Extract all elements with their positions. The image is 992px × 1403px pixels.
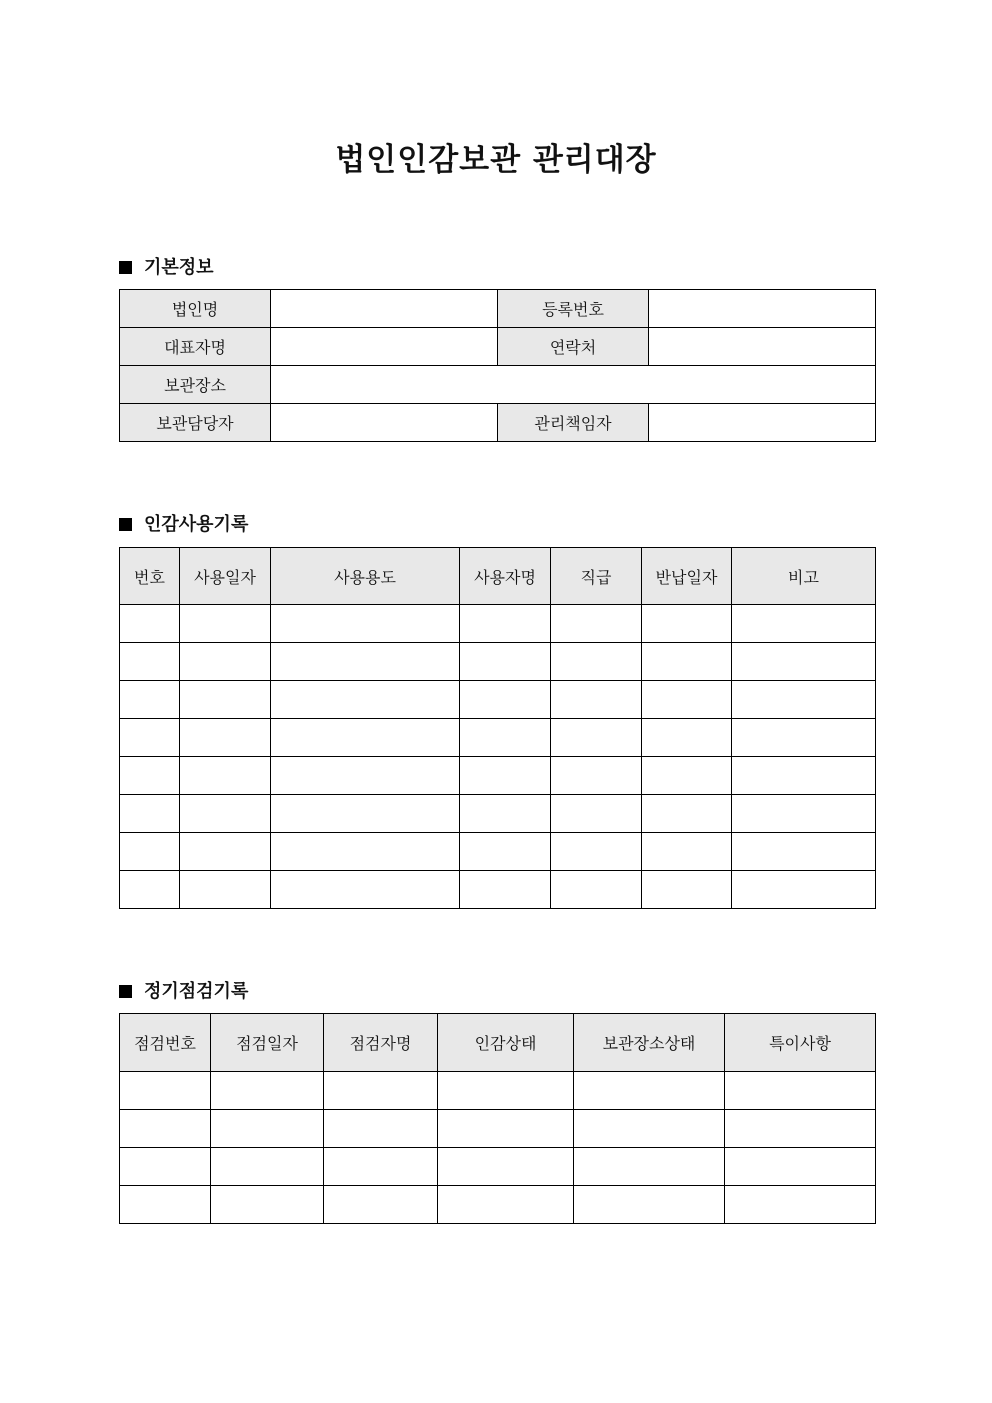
usage-cell[interactable]: [642, 643, 732, 681]
check-col-seal-status: 인감상태: [438, 1014, 574, 1072]
usage-table-row: [120, 833, 876, 871]
label-contact: 연락처: [498, 328, 649, 366]
section-heading-basic-text: 기본정보: [144, 257, 214, 278]
usage-cell[interactable]: [271, 605, 460, 643]
basic-info-table: [119, 289, 876, 442]
check-cell[interactable]: [211, 1148, 324, 1186]
section-heading-usage-text: 인감사용기록: [144, 514, 249, 535]
usage-col-position: 직급: [551, 548, 642, 605]
usage-cell[interactable]: [271, 757, 460, 795]
field-keeper[interactable]: [271, 404, 498, 442]
label-manager: 관리책임자: [498, 404, 649, 442]
check-table-row: [120, 1072, 876, 1110]
label-ceo-name: 대표자명: [120, 328, 271, 366]
usage-table-row: [120, 871, 876, 909]
usage-cell[interactable]: [551, 643, 642, 681]
basic-info-row: [120, 366, 876, 404]
usage-cell[interactable]: [271, 795, 460, 833]
check-table-body: [120, 1072, 876, 1224]
usage-table-row: [120, 605, 876, 643]
square-bullet-icon: [119, 261, 132, 274]
usage-cell[interactable]: [460, 719, 551, 757]
usage-cell[interactable]: [180, 871, 271, 909]
check-cell[interactable]: [438, 1186, 574, 1224]
check-cell[interactable]: [120, 1186, 211, 1224]
check-col-no: 점검번호: [120, 1014, 211, 1072]
usage-cell[interactable]: [732, 681, 876, 719]
usage-cell[interactable]: [642, 605, 732, 643]
usage-cell[interactable]: [642, 757, 732, 795]
usage-header-row: [120, 548, 876, 605]
check-cell[interactable]: [211, 1072, 324, 1110]
check-cell[interactable]: [438, 1110, 574, 1148]
check-cell[interactable]: [211, 1186, 324, 1224]
check-col-date: 점검일자: [211, 1014, 324, 1072]
page-title: 법인인감보관 관리대장: [335, 142, 657, 178]
usage-cell[interactable]: [642, 833, 732, 871]
square-bullet-icon: [119, 518, 132, 531]
usage-cell[interactable]: [732, 833, 876, 871]
check-cell[interactable]: [324, 1186, 438, 1224]
usage-cell[interactable]: [732, 643, 876, 681]
check-cell[interactable]: [725, 1072, 876, 1110]
usage-cell[interactable]: [551, 757, 642, 795]
check-col-inspector: 점검자명: [324, 1014, 438, 1072]
check-cell[interactable]: [120, 1072, 211, 1110]
check-cell[interactable]: [725, 1148, 876, 1186]
usage-cell[interactable]: [732, 795, 876, 833]
usage-cell[interactable]: [732, 719, 876, 757]
usage-cell[interactable]: [180, 833, 271, 871]
usage-cell[interactable]: [120, 757, 180, 795]
field-ceo-name[interactable]: [271, 328, 498, 366]
check-cell[interactable]: [324, 1148, 438, 1186]
usage-cell[interactable]: [732, 871, 876, 909]
usage-cell[interactable]: [551, 719, 642, 757]
usage-cell[interactable]: [460, 681, 551, 719]
check-table-row: [120, 1148, 876, 1186]
usage-cell[interactable]: [271, 833, 460, 871]
label-storage: 보관장소: [120, 366, 271, 404]
field-contact[interactable]: [649, 328, 876, 366]
usage-cell[interactable]: [642, 871, 732, 909]
check-cell[interactable]: [574, 1110, 725, 1148]
usage-col-user: 사용자명: [460, 548, 551, 605]
usage-cell[interactable]: [642, 719, 732, 757]
field-manager[interactable]: [649, 404, 876, 442]
section-heading-check: [119, 977, 248, 1003]
check-cell[interactable]: [438, 1072, 574, 1110]
field-reg-no[interactable]: [649, 290, 876, 328]
check-cell[interactable]: [725, 1110, 876, 1148]
usage-cell[interactable]: [180, 643, 271, 681]
usage-cell[interactable]: [460, 871, 551, 909]
usage-cell[interactable]: [180, 605, 271, 643]
usage-col-remarks: 비고: [732, 548, 876, 605]
usage-cell[interactable]: [120, 605, 180, 643]
usage-table-row: [120, 719, 876, 757]
usage-table-row: [120, 795, 876, 833]
check-cell[interactable]: [574, 1148, 725, 1186]
usage-cell[interactable]: [732, 757, 876, 795]
usage-col-return-date: 반납일자: [642, 548, 732, 605]
usage-cell[interactable]: [460, 795, 551, 833]
check-cell[interactable]: [725, 1186, 876, 1224]
field-corp-name[interactable]: [271, 290, 498, 328]
usage-table-body: [120, 605, 876, 909]
usage-cell[interactable]: [551, 871, 642, 909]
section-heading-usage: [119, 510, 248, 536]
check-col-notes: 특이사항: [725, 1014, 876, 1072]
usage-cell[interactable]: [460, 833, 551, 871]
usage-cell[interactable]: [180, 795, 271, 833]
field-storage[interactable]: [271, 366, 876, 404]
usage-cell[interactable]: [180, 719, 271, 757]
usage-col-date: 사용일자: [180, 548, 271, 605]
check-table-row: [120, 1110, 876, 1148]
square-bullet-icon: [119, 985, 132, 998]
usage-table-row: [120, 643, 876, 681]
usage-cell[interactable]: [551, 681, 642, 719]
usage-cell[interactable]: [551, 833, 642, 871]
label-corp-name: 법인명: [120, 290, 271, 328]
check-cell[interactable]: [324, 1110, 438, 1148]
usage-record-table: [119, 547, 876, 909]
usage-cell[interactable]: [460, 757, 551, 795]
usage-cell[interactable]: [271, 871, 460, 909]
usage-cell[interactable]: [732, 605, 876, 643]
check-cell[interactable]: [120, 1148, 211, 1186]
usage-cell[interactable]: [120, 871, 180, 909]
usage-cell[interactable]: [271, 681, 460, 719]
usage-cell[interactable]: [642, 681, 732, 719]
inspection-record-table: [119, 1013, 876, 1224]
basic-info-row: [120, 404, 876, 442]
usage-cell[interactable]: [180, 681, 271, 719]
check-cell[interactable]: [120, 1110, 211, 1148]
usage-cell[interactable]: [120, 795, 180, 833]
basic-info-row: [120, 328, 876, 366]
usage-cell[interactable]: [120, 833, 180, 871]
check-header-row: [120, 1014, 876, 1072]
label-reg-no: 등록번호: [498, 290, 649, 328]
usage-cell[interactable]: [551, 795, 642, 833]
usage-cell[interactable]: [460, 643, 551, 681]
check-cell[interactable]: [574, 1186, 725, 1224]
section-heading-check-text: 정기점검기록: [144, 981, 249, 1002]
check-cell[interactable]: [211, 1110, 324, 1148]
check-table-row: [120, 1186, 876, 1224]
usage-cell[interactable]: [271, 719, 460, 757]
usage-cell[interactable]: [460, 605, 551, 643]
label-keeper: 보관담당자: [120, 404, 271, 442]
check-col-storage-status: 보관장소상태: [574, 1014, 725, 1072]
basic-info-row: [120, 290, 876, 328]
usage-col-purpose: 사용용도: [271, 548, 460, 605]
section-heading-basic: [119, 253, 214, 279]
check-cell[interactable]: [324, 1072, 438, 1110]
usage-cell[interactable]: [120, 681, 180, 719]
usage-cell[interactable]: [642, 795, 732, 833]
usage-table-row: [120, 757, 876, 795]
usage-cell[interactable]: [120, 719, 180, 757]
check-cell[interactable]: [438, 1148, 574, 1186]
usage-cell[interactable]: [120, 643, 180, 681]
usage-cell[interactable]: [551, 605, 642, 643]
check-cell[interactable]: [574, 1072, 725, 1110]
usage-cell[interactable]: [180, 757, 271, 795]
usage-col-no: 번호: [120, 548, 180, 605]
usage-table-row: [120, 681, 876, 719]
usage-cell[interactable]: [271, 643, 460, 681]
